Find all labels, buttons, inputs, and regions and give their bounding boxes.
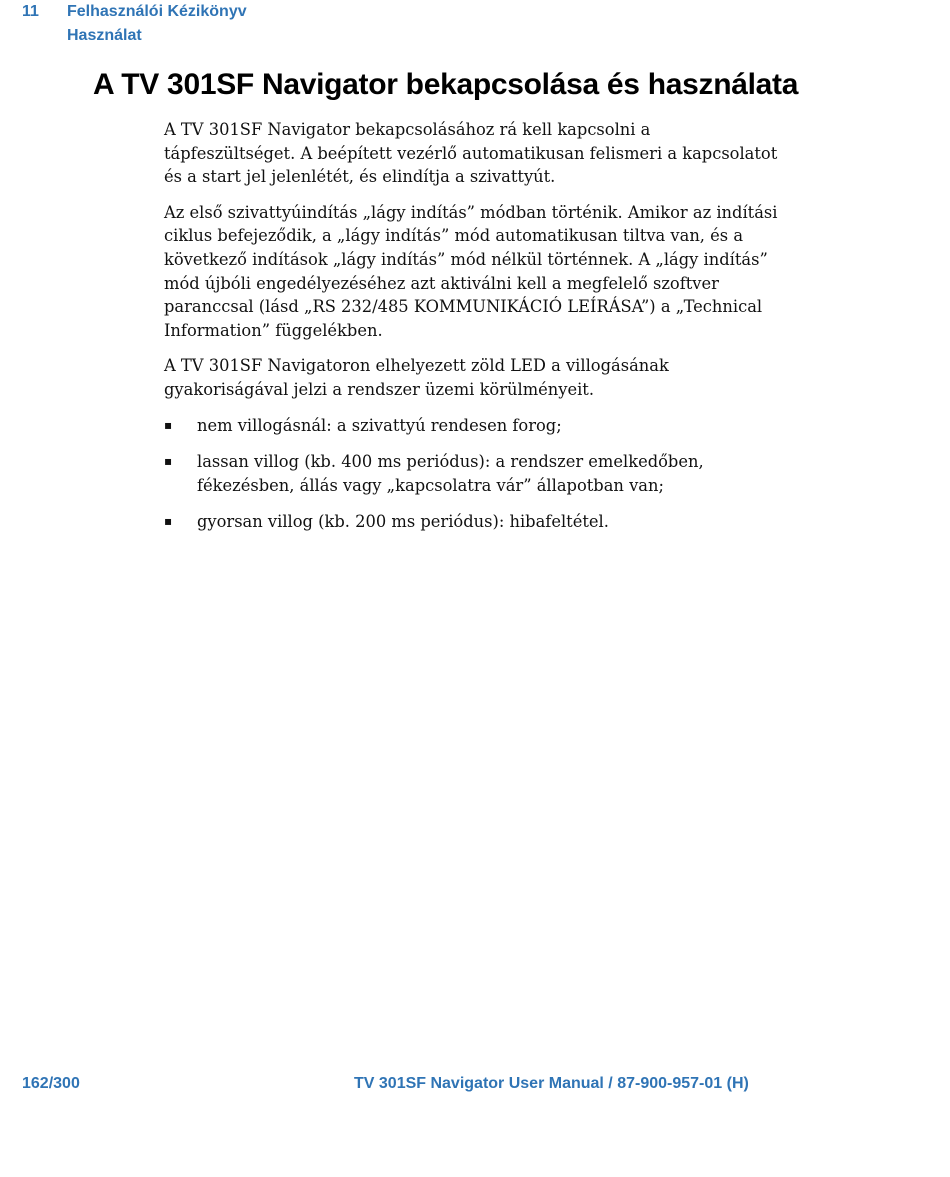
page-number: 162/300 bbox=[22, 1075, 80, 1092]
list-item bbox=[164, 450, 784, 497]
bullet-icon: ▪ bbox=[164, 454, 173, 469]
list-item bbox=[164, 414, 784, 438]
running-header bbox=[22, 0, 247, 48]
paragraph: A TV 301SF Navigatoron elhelyezett zöld LED a villogásának gyakoriságával jelzi a rendszer üzemi körülményeit. bbox=[164, 356, 669, 399]
body-content bbox=[164, 118, 784, 547]
chapter-line bbox=[22, 0, 247, 24]
manual-reference: TV 301SF Navigator User Manual / 87-900-957-01 (H) bbox=[354, 1075, 749, 1092]
list-item bbox=[164, 510, 784, 534]
led-status-list bbox=[164, 414, 784, 534]
list-item-text: gyorsan villog (kb. 200 ms periódus): hibafeltétel. bbox=[197, 512, 609, 532]
paragraph: A TV 301SF Navigator bekapcsolásához rá kell kapcsolni a tápfeszültséget. A beépített vezérlő automatikusan felismeri a kapcsolatot és a start jel jelenlétét, és elindítja a szivattyút. bbox=[164, 120, 778, 187]
section-title: Használat bbox=[67, 27, 142, 44]
bullet-icon: ▪ bbox=[164, 514, 173, 529]
chapter-number: 11 bbox=[22, 3, 39, 20]
bullet-icon: ▪ bbox=[164, 417, 173, 432]
list-item-text: lassan villog (kb. 400 ms periódus): a rendszer emelkedőben, fékezésben, állás vagy „kapcsolatra vár” állapotban van; bbox=[197, 452, 704, 495]
paragraph: Az első szivattyúindítás „lágy indítás” módban történik. Amikor az indítási ciklus befejeződik, a „lágy indítás” mód automatikusan tiltva van, és a következő indítások „lágy indítás” mód nélkül történnek. A „lágy indítás” mód újbóli engedélyezéséhez azt aktiválni kell a megfelelő szoftver paranccsal (lásd „RS 232/485 KOMMUNIKÁCIÓ LEÍRÁSA”) a „Technical Information” függelékben. bbox=[164, 202, 778, 340]
page-title: A TV 301SF Navigator bekapcsolása és használata bbox=[93, 68, 799, 101]
chapter-title: Felhasználói Kézikönyv bbox=[67, 3, 247, 20]
list-item-text: nem villogásnál: a szivattyú rendesen forog; bbox=[197, 415, 562, 435]
